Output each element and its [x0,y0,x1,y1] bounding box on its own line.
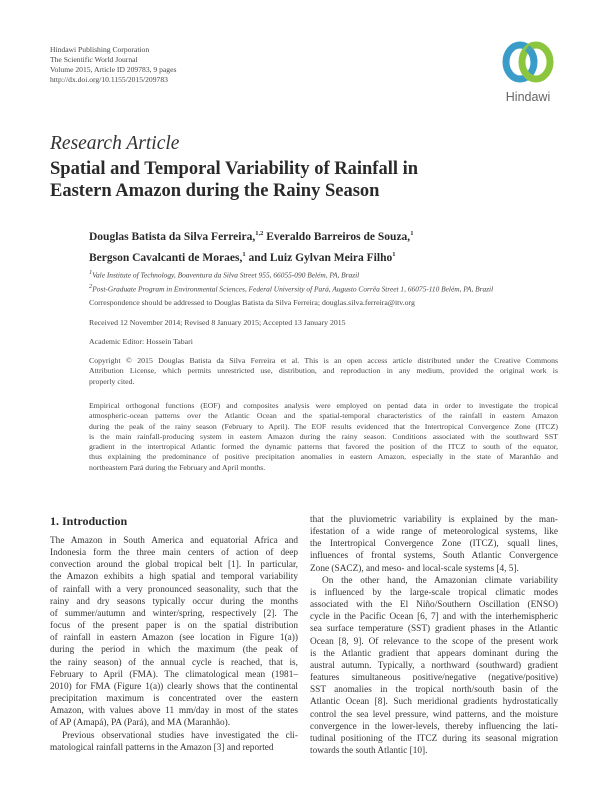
affil-sup: 2 [89,283,93,291]
text-line: precipitation maximum is concentrated over the eastern [50,694,298,705]
text-line: Attribution License, which permits unrestricted use, distribution, and reproduction in any medium, provided the original work is [89,366,558,376]
text-line: Atlantic Ocean [8]. Such meridional gradients hydrostatically [310,697,558,708]
text-line: is the main rainfall-producing system in eastern Amazon during the rainy season. Conditions associated with the southward SST [89,431,558,441]
text-line: 2010) for FMA (Figure 1(a)) clearly shows that the continental [50,681,298,692]
text-line: gradient in the intertropical Atlantic formed the dynamic patterns that favored the position of the ITCZ to south of the equator, [89,442,558,452]
section-heading: 1. Introduction [50,514,128,528]
text-line: is the Atlantic gradient that appears dominant during the [310,648,558,659]
author: Douglas Batista da Silva Ferreira, [89,230,256,243]
text-line: The Amazon in South America and equatorial Africa and [50,536,298,546]
text-line: is influenced by the large-scale tropical climatic modes [310,587,558,598]
logo-rings-icon [497,40,559,90]
article-type: Research Article [50,133,180,154]
text-line: of rainfall with a very pronounced seasonality, such that the [50,584,298,595]
text-line: the Intertropical Convergence Zone (ITCZ), squall lines, [310,539,558,550]
text-line: the rainy season) of the annual cycle is reached, that is, [50,657,298,668]
text-line: convection around the global tropical belt [1]. In particular, [50,560,298,571]
text-line: influences of frontal systems, South Atlantic Convergence [310,551,558,562]
academic-editor: Academic Editor: Hossein Tabari [89,337,193,346]
publisher: Hindawi Publishing Corporation [50,45,150,54]
text-line: Indonesia form the three main centers of action of deep [50,548,298,559]
text-line: of AP (Amapá), PA (Pará), and MA (Maranhão). [50,718,231,729]
text-line: ifestation of a wide range of meteorological systems, like [310,527,558,538]
author-affil-sup: 1 [410,230,414,237]
author: Bergson Cavalcanti de Moraes, [89,251,243,264]
abstract [89,401,558,473]
journal-name: The Scientific World Journal [50,55,138,64]
text-line: associated with the El Niño/Southern Oscillation (ENSO) [310,600,558,611]
text-line: SST anomalies in the tropical north/south basin of the [310,685,558,696]
text-line: Empirical orthogonal functions (EOF) and composites analysis were employed on pentad data in order to investigate the tropical [89,401,558,410]
text-line: thus explaining the predominance of positive precipitation anomalies in eastern Amazon, especially in the state of Maranhão and [89,452,558,462]
text-line: control the sea level pressure, wind patterns, and the moisture [310,709,558,720]
text-line: cycle in the Pacific Ocean [6, 7] and with the interhemispheric [310,612,558,623]
title-line: Spatial and Temporal Variability of Rainfall in [50,159,419,179]
text-line: Zone (SACZ), and meso- and local-scale systems [4, 5]. [310,563,519,574]
text-line: towards the south Atlantic [10]. [310,745,428,756]
text-line: of rainfall in eastern Amazon (see location in Figure 1(a)) [50,633,298,644]
correspondence: Correspondence should be addressed to Douglas Batista da Silva Ferreira; douglas.silva.ferreira@itv.org [89,298,415,307]
text-line: matological rainfall patterns in the Amazon [3] and reported [50,742,274,753]
text-line: rainy and dry seasons typically occur during the months [50,596,298,607]
affil-sup: 1 [89,269,93,276]
title-line: Eastern Amazon during the Rainy Season [50,181,380,201]
affiliation: Vale Institute of Technology, Boaventura da Silva Street 955, 66055-090 Belém, PA, Brazil [92,270,360,280]
text-line: convergence in the lower-levels, thereby influencing the lati- [310,721,558,732]
volume-info: Volume 2015, Article ID 209783, 9 pages [50,65,177,74]
text-line: the Amazon exhibits a high spatial and temporal variability [50,572,298,583]
author: Everaldo Barreiros de Souza, [263,230,411,243]
text-line: during the period in which the maximum (the peak of [50,645,298,656]
text-line: focus of the present paper is on the spatial distribution [50,621,298,632]
doi-link[interactable]: http://dx.doi.org/10.1155/2015/209783 [50,75,168,84]
affiliation: Post-Graduate Program in Environmental Sciences, Federal University of Pará, Augusto Corrêa Street 1, 66075-110 Belém, PA, Brazil [92,284,494,294]
left-column [50,535,298,754]
author-list [89,225,413,267]
text-line: properly cited. [89,376,135,386]
paper-title [50,158,418,202]
text-line: Amazon, with values above 11 mm/day in most of the states [50,706,298,717]
text-line: Copyright © 2015 Douglas Batista da Silva Ferreira et al. This is an open access article distributed under the Creative Commons [89,356,558,365]
text-line: February to April (FMA). The climatological mean (1981– [50,669,298,680]
affiliations [89,267,493,296]
journal-header [50,45,176,85]
text-line: northeastern Pará during the February and April months. [89,462,266,472]
right-column [310,514,558,757]
text-line: during the peak of the rainy season (February to April). The EOF results evidenced that the Intertropical Convergence Zone (ITCZ) [89,421,558,431]
dates: Received 12 November 2014; Revised 8 January 2015; Accepted 13 January 2015 [89,318,346,327]
author-affil-sup: 1 [242,250,246,258]
author-affil-sup: 1,2 [255,230,264,237]
copyright-notice [89,356,558,387]
text-line: tudinal positioning of the ITCZ during its seasonal migration [310,733,558,744]
text-line: that the pluviometric variability is explained by the man- [310,515,558,525]
text-line: sea surface temperature (SST) gradient phases in the Atlantic [310,624,558,635]
text-line: austral autumn. Typically, a northward (southward) gradient [310,660,558,671]
text-line: of summer/autumn and winter/spring, respectively [2]. The [50,608,298,619]
author: and Luiz Gylvan Meira Filho [245,251,393,264]
text-line: On the other hand, the Amazonian climate variability [322,575,558,586]
text-line: Previous observational studies have investigated the cli- [62,730,298,741]
text-line: Ocean [8, 9]. Of relevance to the scope of the present work [310,636,558,647]
author-affil-sup: 1 [392,250,396,258]
text-line: features simultaneous positive/negative (negative/positive) [310,673,558,684]
logo-text: Hindawi [505,90,551,104]
hindawi-logo [497,40,559,106]
text-line: atmospheric-ocean patterns over the Atlantic Ocean and the spatial-temporal characteristics of the rainfall in eastern Amazon [89,411,558,421]
